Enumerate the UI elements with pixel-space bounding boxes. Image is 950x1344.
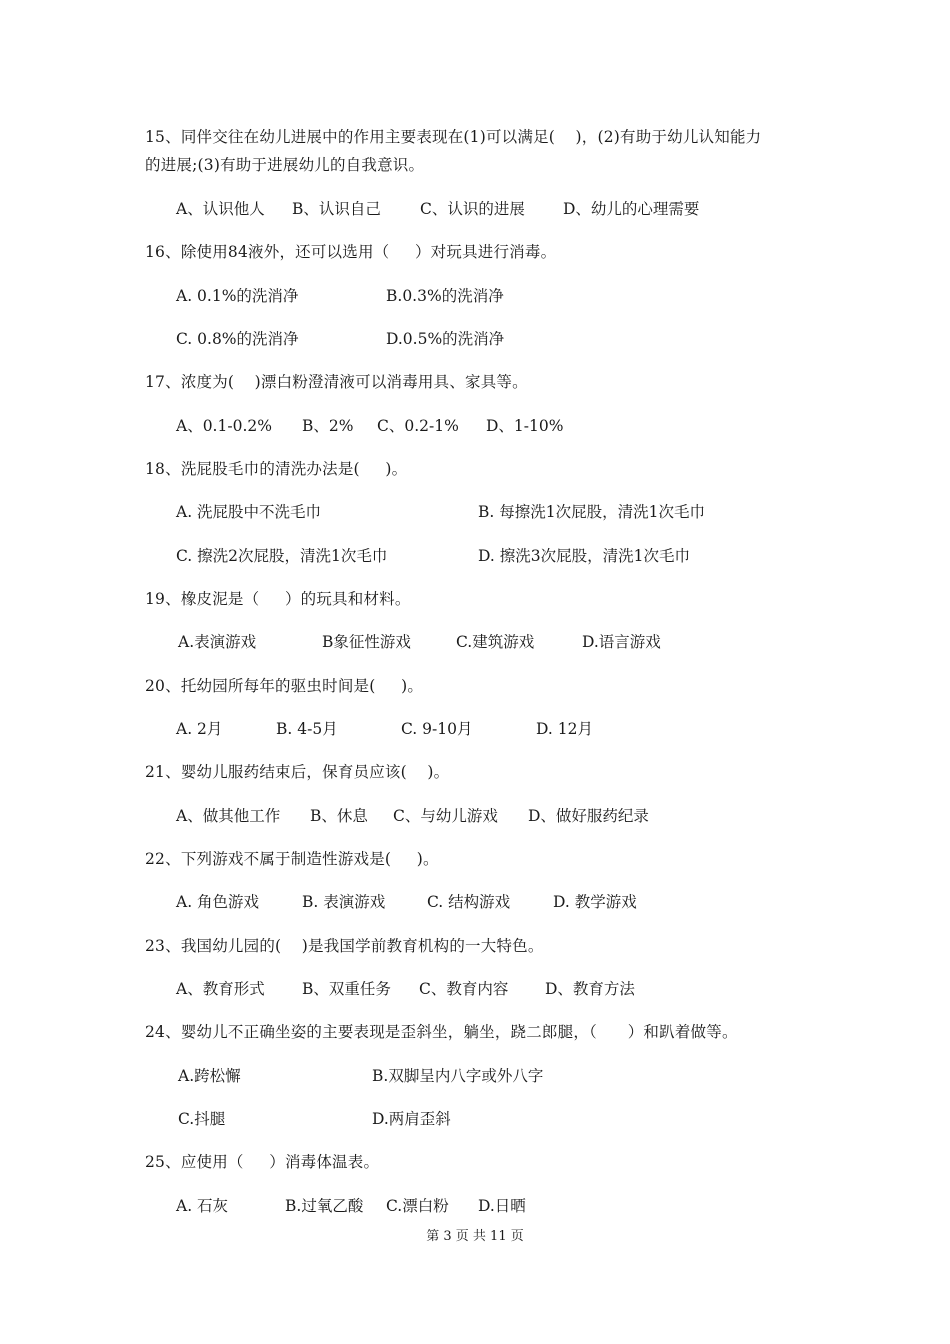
q18-option-d: D. 擦洗3次屁股，清洗1次毛巾 xyxy=(478,547,690,565)
q17-option-b: B、2% xyxy=(302,417,354,435)
question-15-line-1: 15、同伴交往在幼儿进展中的作用主要表现在(1)可以满足( )，(2)有助于幼儿认知能力 xyxy=(145,128,762,146)
q15-option-c: C、认识的进展 xyxy=(420,200,525,218)
q15-option-b: B、认识自己 xyxy=(292,200,381,218)
q21-option-a: A、做其他工作 xyxy=(176,807,281,825)
q16-option-d: D.0.5%的洗消净 xyxy=(386,330,505,348)
q25-option-b: B.过氧乙酸 xyxy=(285,1197,364,1215)
q19-option-b: B象征性游戏 xyxy=(322,633,411,651)
question-16: 16、除使用84液外，还可以选用（ ）对玩具进行消毒。 xyxy=(145,243,557,261)
q15-option-a: A、认识他人 xyxy=(176,200,265,218)
q24-option-b: B.双脚呈内八字或外八字 xyxy=(372,1067,544,1085)
question-24: 24、婴幼儿不正确坐姿的主要表现是歪斜坐，躺坐，跷二郎腿，（ ）和趴着做等。 xyxy=(145,1023,738,1041)
q19-option-a: A.表演游戏 xyxy=(178,633,257,651)
q25-option-a: A. 石灰 xyxy=(176,1197,229,1215)
question-19: 19、橡皮泥是（ ）的玩具和材料。 xyxy=(145,590,411,608)
question-18: 18、洗屁股毛巾的清洗办法是( )。 xyxy=(145,460,408,478)
q22-option-b: B. 表演游戏 xyxy=(302,893,386,911)
question-22: 22、下列游戏不属于制造性游戏是( )。 xyxy=(145,850,439,868)
q25-option-d: D.日晒 xyxy=(478,1197,526,1215)
q21-option-c: C、与幼儿游戏 xyxy=(393,807,498,825)
q17-option-a: A、0.1-0.2% xyxy=(176,417,272,435)
q22-option-d: D. 教学游戏 xyxy=(553,893,637,911)
q19-option-d: D.语言游戏 xyxy=(582,633,661,651)
q15-option-d: D、幼儿的心理需要 xyxy=(563,200,700,218)
question-20: 20、托幼园所每年的驱虫时间是( )。 xyxy=(145,677,424,695)
question-17: 17、浓度为( )漂白粉澄清液可以消毒用具、家具等。 xyxy=(145,373,528,391)
q20-option-c: C. 9-10月 xyxy=(401,720,473,738)
q22-option-c: C. 结构游戏 xyxy=(427,893,511,911)
q23-option-c: C、教育内容 xyxy=(419,980,509,998)
q23-option-d: D、教育方法 xyxy=(545,980,635,998)
q23-option-a: A、教育形式 xyxy=(176,980,265,998)
q17-option-d: D、1-10% xyxy=(486,417,564,435)
q24-option-d: D.两肩歪斜 xyxy=(372,1110,451,1128)
q24-option-c: C.抖腿 xyxy=(178,1110,226,1128)
q18-option-c: C. 擦洗2次屁股，清洗1次毛巾 xyxy=(176,547,388,565)
question-15-line-2: 的进展;(3)有助于进展幼儿的自我意识。 xyxy=(145,156,425,174)
q21-option-b: B、休息 xyxy=(310,807,368,825)
q25-option-c: C.漂白粉 xyxy=(386,1197,449,1215)
q20-option-a: A. 2月 xyxy=(176,720,223,738)
q24-option-a: A.跨松懈 xyxy=(178,1067,241,1085)
q16-option-b: B.0.3%的洗消净 xyxy=(386,287,504,305)
q18-option-a: A. 洗屁股中不洗毛巾 xyxy=(176,503,322,521)
question-23: 23、我国幼儿园的( )是我国学前教育机构的一大特色。 xyxy=(145,937,544,955)
question-25: 25、应使用（ ）消毒体温表。 xyxy=(145,1153,380,1171)
q18-option-b: B. 每擦洗1次屁股，清洗1次毛巾 xyxy=(478,503,705,521)
q16-option-a: A. 0.1%的洗消净 xyxy=(176,287,299,305)
q20-option-b: B. 4-5月 xyxy=(276,720,338,738)
q22-option-a: A. 角色游戏 xyxy=(176,893,260,911)
page-number-footer: 第 3 页 共 11 页 xyxy=(426,1229,524,1244)
q21-option-d: D、做好服药纪录 xyxy=(528,807,649,825)
question-21: 21、婴幼儿服药结束后，保育员应该( )。 xyxy=(145,763,450,781)
q20-option-d: D. 12月 xyxy=(536,720,593,738)
q17-option-c: C、0.2-1% xyxy=(377,417,459,435)
q23-option-b: B、双重任务 xyxy=(302,980,391,998)
q19-option-c: C.建筑游戏 xyxy=(456,633,535,651)
q16-option-c: C. 0.8%的洗消净 xyxy=(176,330,299,348)
